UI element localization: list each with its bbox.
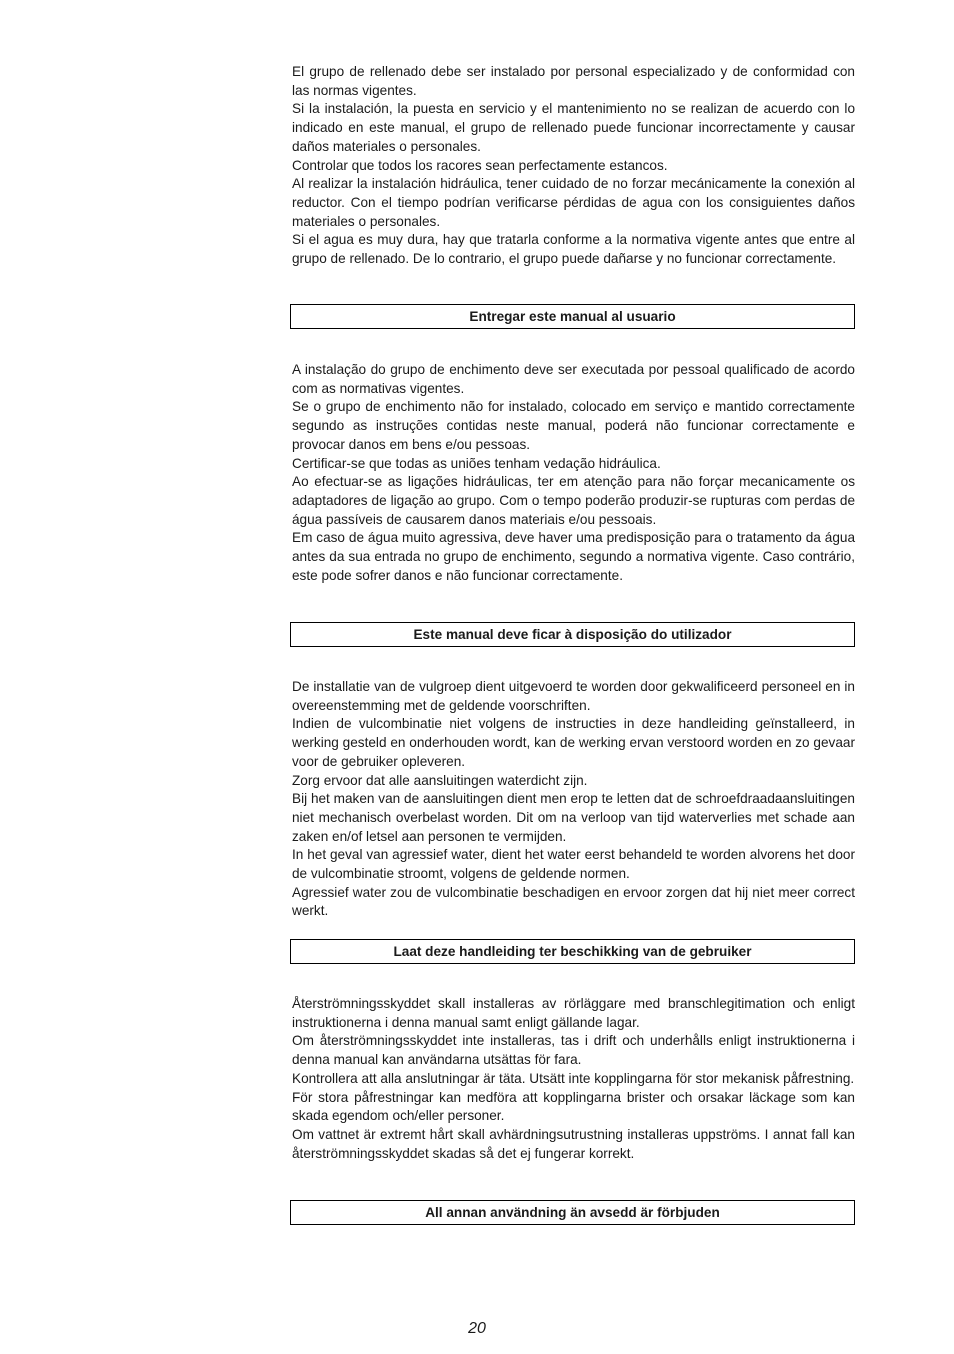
section-portuguese [292,361,855,585]
paragraph: Zorg ervoor dat alle aansluitingen waterdicht zijn. [292,772,588,788]
paragraph: Bij het maken van de aansluitingen dient men erop te letten dat de schroefdraadaansluitingen niet mechanisch overbelast worden. Dit om na verloop van tijd waterverlies met schade aan zaken en/of letsel aan personen te vermijden. [292,791,855,844]
paragraph: Agressief water zou de vulcombinatie beschadigen en ervoor zorgen dat hij niet meer correct werkt. [292,884,855,919]
notice-box: Entregar este manual al usuario [290,304,855,329]
paragraph: Återströmningsskyddet skall installeras av rörläggare med branschlegitimation och enligt instruktionerna i denna manual samt enligt gällande lagar. [292,996,855,1030]
section-dutch [292,678,855,921]
section-swedish [292,995,855,1163]
paragraph: Om återströmningsskyddet inte installeras, tas i drift och underhålls enligt instruktionerna i denna manual kan användarna utsättas för fara. [292,1033,855,1068]
paragraph: Om vattnet är extremt hårt skall avhärdningsutrustning installeras uppströms. I annat fall kan återströmningsskyddet skadas så det ej fungerar korrekt. [292,1126,855,1161]
paragraph: Al realizar la instalación hidráulica, tener cuidado de no forzar mecánicamente la conexión al reductor. Con el tiempo podrían verificarse pérdidas de agua con los consiguientes daños materiales o personales. [292,176,855,229]
paragraph: El grupo de rellenado debe ser instalado por personal especializado y de conformidad con las normas vigentes. [292,64,855,98]
paragraph: Controlar que todos los racores sean perfectamente estancos. [292,157,668,173]
paragraph: De installatie van de vulgroep dient uitgevoerd te worden door gekwalificeerd personeel en in overeenstemming met de geldende voorschriften. [292,679,855,713]
notice-box: Este manual deve ficar à disposição do utilizador [290,622,855,647]
paragraph: A instalação do grupo de enchimento deve ser executada por pessoal qualificado de acordo com as normativas vigentes. [292,362,855,396]
paragraph: Se o grupo de enchimento não for instalado, colocado em serviço e mantido correctamente segundo as instruções contidas neste manual, poderá não funcionar correctamente e provocar danos em bens e/ou pessoas. [292,399,855,452]
paragraph: In het geval van agressief water, dient het water eerst behandeld te worden alvorens het door de vulcombinatie stroomt, volgens de geldende normen. [292,847,855,882]
page-number: 20 [468,1320,486,1337]
notice-box: Laat deze handleiding ter beschikking van de gebruiker [290,939,855,964]
paragraph: Certificar-se que todas as uniões tenham vedação hidráulica. [292,455,661,471]
section-spanish [292,63,855,269]
paragraph: Kontrollera att alla anslutningar är täta. Utsätt inte kopplingarna för stor mekanisk påfrestning. [292,1070,855,1086]
paragraph: Em caso de água muito agressiva, deve haver uma predisposição para o tratamento da água antes da sua entrada no grupo de enchimento, segundo a normativa vigente. Caso contrário, este pode sofrer danos e não funcionar correctamente. [292,530,855,583]
notice-box: All annan användning än avsedd är förbjuden [290,1200,855,1225]
paragraph: Ao efectuar-se as ligações hidráulicas, ter em atenção para não forçar mecanicamente os adaptadores de ligação ao grupo. Com o tempo poderão produzir-se rupturas com perdas de água passíveis de causarem danos materiais e/ou pessoais. [292,474,855,527]
paragraph: Si el agua es muy dura, hay que tratarla conforme a la normativa vigente antes que entre al grupo de rellenado. De lo contrario, el grupo puede dañarse y no funcionar correctamente. [292,232,855,267]
paragraph: Si la instalación, la puesta en servicio y el mantenimiento no se realizan de acuerdo con lo indicado en este manual, el grupo de rellenado puede funcionar incorrectamente y causar daños materiales o personales. [292,101,855,154]
paragraph: Indien de vulcombinatie niet volgens de instructies in deze handleiding geïnstalleerd, in werking gesteld en onderhouden wordt, kan de werking ervan verstoord worden en zo gevaar voor de gebruiker opleveren. [292,716,855,769]
paragraph: För stora påfrestningar kan medföra att kopplingarna brister och orsakar läckage som kan skada egendom och/eller personer. [292,1089,855,1124]
